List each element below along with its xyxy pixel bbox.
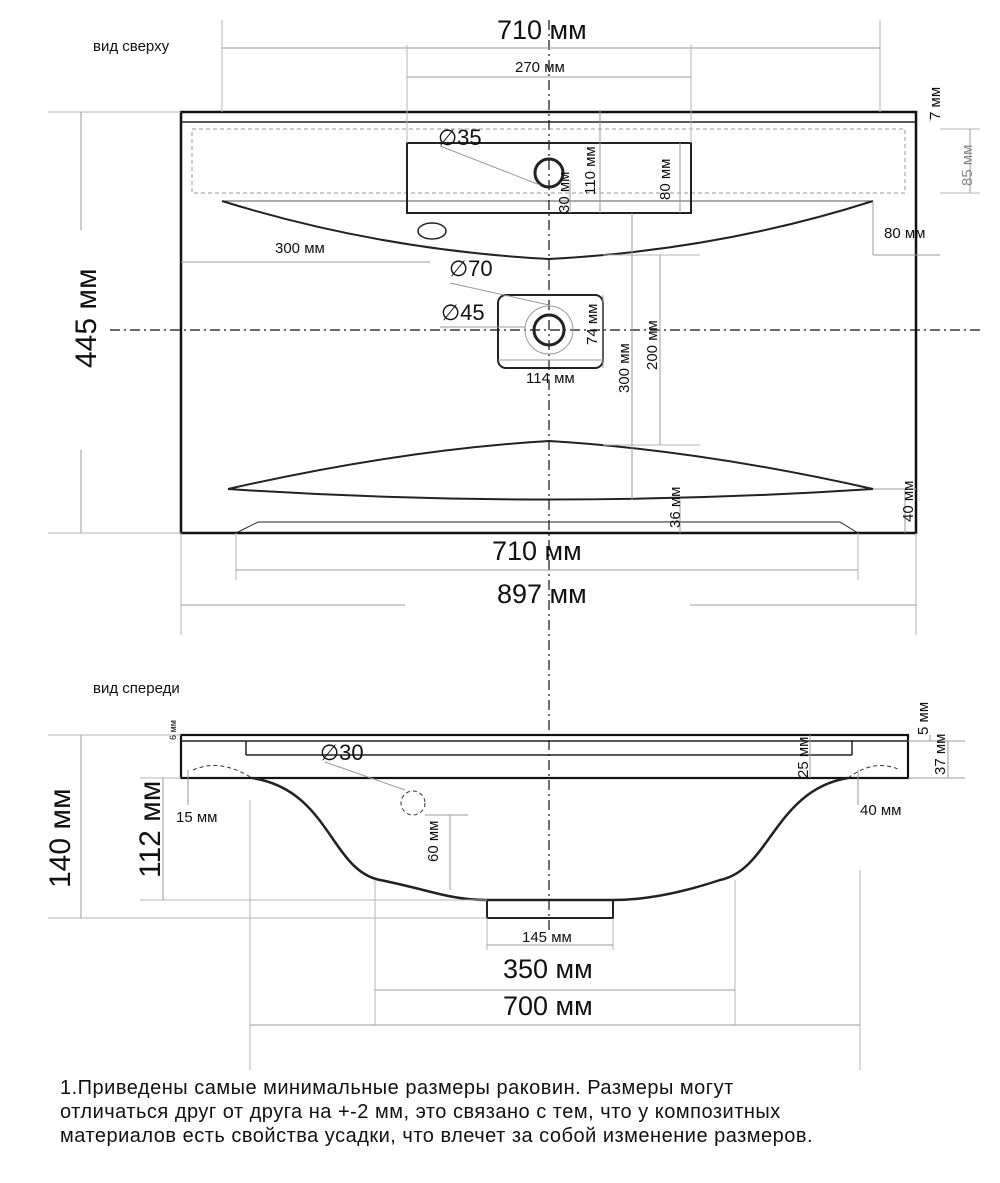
footnote-line-1: 1.Приведены самые минимальные размеры раковин. Размеры могут [60, 1077, 734, 1099]
dim-30: 30 мм [556, 171, 573, 213]
overflow-hole-front [401, 791, 425, 815]
dia-70: ∅70 [449, 256, 493, 281]
dim-85: 85 мм [959, 144, 976, 186]
overflow-hole [418, 223, 446, 239]
dia-35: ∅35 [438, 125, 482, 150]
footnote [60, 1076, 990, 1148]
dim-80-horizontal: 80 мм [884, 225, 926, 242]
bowl-profile [252, 778, 848, 900]
dim-445: 445 мм [70, 268, 103, 368]
front-rim [236, 522, 858, 533]
dim-110: 110 мм [582, 146, 599, 195]
dim-145: 145 мм [522, 929, 572, 946]
dim-80-vertical: 80 мм [657, 158, 674, 200]
dim-112: 112 мм [134, 780, 167, 878]
footnote-line-3: материалов есть свойства усадки, что влечет за собой изменение размеров. [60, 1125, 814, 1147]
dim-37: 37 мм [932, 733, 949, 775]
dim-7: 7 мм [927, 86, 944, 120]
dim-270: 270 мм [515, 59, 565, 76]
dim-36: 36 мм [667, 486, 684, 528]
dim-25: 25 мм [795, 736, 812, 778]
dim-40-front: 40 мм [860, 802, 902, 819]
dim-300-vertical: 300 мм [616, 343, 633, 393]
dim-60: 60 мм [425, 820, 442, 862]
dia-30: ∅30 [320, 740, 364, 765]
overflow-dashed-right [848, 766, 900, 779]
front-view-label: вид спереди [93, 680, 180, 697]
top-view-label: вид сверху [93, 38, 170, 55]
dim-74: 74 мм [584, 303, 601, 345]
dim-15: 15 мм [176, 809, 218, 826]
footnote-line-2: отличаться друг от друга на +-2 мм, это связано с тем, что у композитных [60, 1101, 781, 1123]
dim-114: 114 мм [526, 370, 575, 387]
dim-200: 200 мм [644, 320, 661, 370]
drain-outlet [487, 900, 613, 918]
dim-width-top: 710 мм [497, 15, 587, 45]
dim-140: 140 мм [44, 788, 77, 888]
dim-897: 897 мм [497, 579, 587, 609]
dim-5: 5 мм [915, 701, 932, 735]
dim-40-top: 40 мм [900, 480, 917, 522]
front-view [44, 680, 965, 1070]
overflow-dashed-left [193, 766, 252, 779]
dia-45: ∅45 [441, 300, 485, 325]
dim-6: 6 мм [168, 720, 178, 740]
dim-350: 350 мм [503, 954, 593, 984]
dim-700: 700 мм [503, 991, 593, 1021]
dim-width-bottom: 710 мм [492, 536, 582, 566]
bowl-front-lower-curve [228, 489, 873, 500]
dim-300-horizontal: 300 мм [275, 240, 325, 257]
bowl-front-curve [228, 441, 873, 489]
